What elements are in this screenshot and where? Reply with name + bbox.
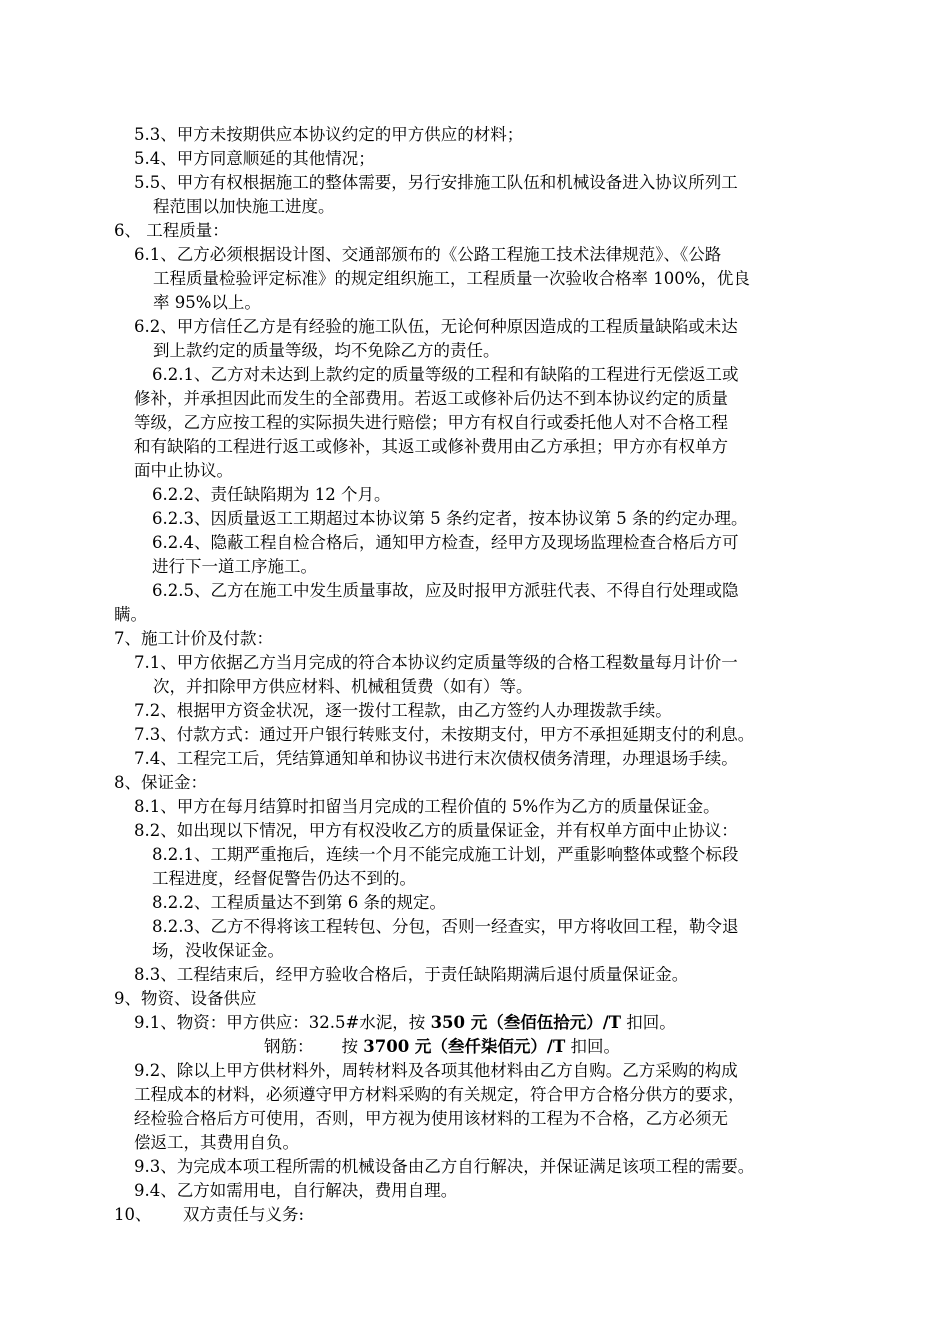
clause-6-2-5-cont: 瞒。: [114, 605, 147, 624]
clause-8-2-1: 8.2.1、工期严重拖后，连续一个月不能完成施工计划，严重影响整体或整个标段: [152, 845, 739, 864]
clause-9-2: 9.2、除以上甲方供材料外，周转材料及各项其他材料由乙方自购。乙方采购的构成: [134, 1061, 738, 1080]
clause-5-3: 5.3、甲方未按期供应本协议约定的甲方供应的材料；: [134, 125, 524, 144]
clause-5-4: 5.4、甲方同意顺延的其他情况；: [134, 149, 375, 168]
clause-5-5: 5.5、甲方有权根据施工的整体需要，另行安排施工队伍和机械设备进入协议所列工: [134, 173, 738, 192]
clause-6-1-cont: 工程质量检验评定标准》的规定组织施工，工程质量一次验收合格率 100%，优良: [153, 269, 750, 288]
clause-9-1-post: 扣回。: [621, 1013, 676, 1032]
clause-6-2-4: 6.2.4、隐蔽工程自检合格后，通知甲方检查，经甲方及现场监理检查合格后方可: [152, 533, 739, 552]
section-8-heading: 8、保证金：: [114, 773, 207, 792]
clause-7-1: 7.1、甲方依据乙方当月完成的符合本协议约定质量等级的合格工程数量每月计价一: [134, 653, 738, 672]
clause-6-2-cont: 到上款约定的质量等级，均不免除乙方的责任。: [153, 341, 500, 360]
clause-6-2-1-cont3: 和有缺陷的工程进行返工或修补，其返工或修补费用由乙方承担；甲方亦有权单方: [134, 437, 728, 456]
clause-6-2: 6.2、甲方信任乙方是有经验的施工队伍，无论何种原因造成的工程质量缺陷或未达: [134, 317, 738, 336]
clause-6-1-cont2: 率 95%以上。: [153, 293, 261, 312]
steel-pre: 按: [341, 1037, 364, 1056]
clause-8-2: 8.2、如出现以下情况，甲方有权没收乙方的质量保证金，并有权单方面中止协议：: [134, 821, 738, 840]
clause-8-2-1-cont: 工程进度，经督促警告仍达不到的。: [152, 869, 416, 888]
clause-6-2-1: 6.2.1、乙方对未达到上款约定的质量等级的工程和有缺陷的工程进行无偿返工或: [152, 365, 739, 384]
clause-6-2-1-cont2: 等级，乙方应按工程的实际损失进行赔偿；甲方有权自行或委托他人对不合格工程: [134, 413, 728, 432]
clause-9-2-cont2: 经检验合格后方可使用，否则，甲方视为使用该材料的工程为不合格，乙方必须无: [134, 1109, 728, 1128]
section-10-number: 10、: [114, 1205, 152, 1224]
clause-9-1-pre: 9.1、物资：甲方供应：32.5#水泥，按: [134, 1013, 431, 1032]
clause-6-2-1-cont4: 面中止协议。: [134, 461, 233, 480]
clause-8-2-3-cont: 场，没收保证金。: [152, 941, 284, 960]
section-6-heading: 6、 工程质量：: [114, 221, 229, 240]
clause-7-2: 7.2、根据甲方资金状况，逐一拨付工程款，由乙方签约人办理拨款手续。: [134, 701, 672, 720]
section-9-heading: 9、物资、设备供应: [114, 989, 257, 1008]
clause-7-1-cont: 次，并扣除甲方供应材料、机械租赁费（如有）等。: [153, 677, 533, 696]
clause-7-4: 7.4、工程完工后，凭结算通知单和协议书进行末次债权债务清理，办理退场手续。: [134, 749, 738, 768]
clause-9-3: 9.3、为完成本项工程所需的机械设备由乙方自行解决，并保证满足该项工程的需要。: [134, 1157, 755, 1176]
clause-6-2-2: 6.2.2、责任缺陷期为 12 个月。: [152, 485, 391, 504]
clause-8-2-2: 8.2.2、工程质量达不到第 6 条的规定。: [152, 893, 446, 912]
section-10-heading: 双方责任与义务:: [183, 1205, 305, 1224]
section-7-heading: 7、施工计价及付款：: [114, 629, 273, 648]
clause-8-2-3: 8.2.3、乙方不得将该工程转包、分包，否则一经查实，甲方将收回工程，勒令退: [152, 917, 739, 936]
clause-6-2-5: 6.2.5、乙方在施工中发生质量事故，应及时报甲方派驻代表、不得自行处理或隐: [152, 581, 739, 600]
clause-6-2-1-cont: 修补，并承担因此而发生的全部费用。若返工或修补后仍达不到本协议约定的质量: [134, 389, 728, 408]
steel-label: 钢筋：: [264, 1037, 314, 1056]
clause-6-2-4-cont: 进行下一道工序施工。: [152, 557, 317, 576]
clause-8-3: 8.3、工程结束后，经甲方验收合格后，于责任缺陷期满后退付质量保证金。: [134, 965, 689, 984]
clause-9-4: 9.4、乙方如需用电，自行解决，费用自理。: [134, 1181, 458, 1200]
clause-6-1: 6.1、乙方必须根据设计图、交通部颁布的《公路工程施工技术法律规范》、《公路: [134, 245, 722, 264]
steel-price: 3700 元（叁仟柒佰元）/T: [363, 1037, 566, 1056]
cement-price: 350 元（叁佰伍拾元）/T: [430, 1013, 622, 1032]
steel-post: 扣回。: [565, 1037, 620, 1056]
clause-9-2-cont: 工程成本的材料，必须遵守甲方材料采购的有关规定，符合甲方合格分供方的要求，: [134, 1085, 745, 1104]
clause-7-3: 7.3、付款方式：通过开户银行转账支付，未按期支付，甲方不承担延期支付的利息。: [134, 725, 755, 744]
clause-9-2-cont3: 偿返工，其费用自负。: [134, 1133, 299, 1152]
clause-9-1-steel: [264, 1035, 620, 1059]
clause-5-5-cont: 程范围以加快施工进度。: [153, 197, 335, 216]
clause-9-1: [134, 1011, 676, 1035]
clause-8-1: 8.1、甲方在每月结算时扣留当月完成的工程价值的 5%作为乙方的质量保证金。: [134, 797, 720, 816]
clause-6-2-3: 6.2.3、因质量返工工期超过本协议第 5 条约定者，按本协议第 5 条的约定办理。: [152, 509, 748, 528]
